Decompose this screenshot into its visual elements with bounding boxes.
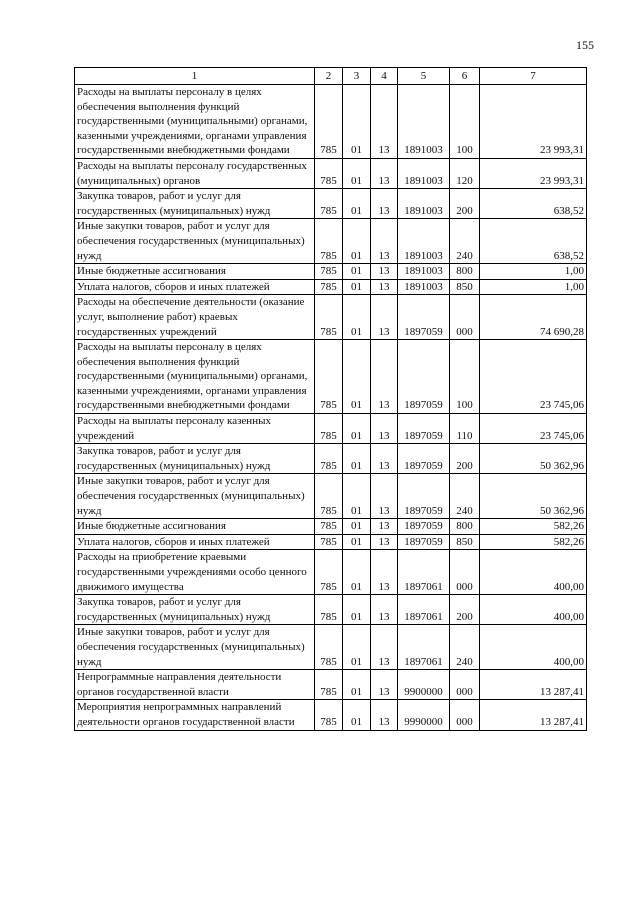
row-description: Расходы на приобретение краевыми государственными учреждениями особо ценного движимого имущества (75, 550, 315, 595)
row-ministry-code: 785 (315, 219, 343, 264)
row-description: Непрограммные направления деятельности органов государственной власти (75, 670, 315, 700)
table-row (75, 219, 587, 264)
header-cell: 1 (75, 68, 315, 85)
row-section-code: 01 (343, 595, 371, 625)
row-description: Иные закупки товаров, работ и услуг для обеспечения государственных (муниципальных) нужд (75, 625, 315, 670)
row-ministry-code: 785 (315, 444, 343, 474)
row-target-article: 1891003 (398, 219, 450, 264)
row-ministry-code: 785 (315, 189, 343, 219)
row-section-code: 01 (343, 85, 371, 159)
row-section-code: 01 (343, 340, 371, 414)
header-cell: 2 (315, 68, 343, 85)
row-expense-type: 000 (450, 295, 480, 340)
row-amount: 582,26 (480, 519, 587, 535)
row-description: Закупка товаров, работ и услуг для государственных (муниципальных) нужд (75, 189, 315, 219)
row-description: Закупка товаров, работ и услуг для государственных (муниципальных) нужд (75, 595, 315, 625)
row-subsection-code: 13 (371, 279, 398, 295)
row-description: Закупка товаров, работ и услуг для государственных (муниципальных) нужд (75, 444, 315, 474)
row-description: Мероприятия непрограммных направлений деятельности органов государственной власти (75, 700, 315, 730)
row-subsection-code: 13 (371, 595, 398, 625)
row-target-article: 1897059 (398, 534, 450, 550)
row-target-article: 9900000 (398, 670, 450, 700)
row-section-code: 01 (343, 550, 371, 595)
table-row (75, 625, 587, 670)
row-expense-type: 240 (450, 219, 480, 264)
row-expense-type: 000 (450, 700, 480, 730)
row-subsection-code: 13 (371, 264, 398, 280)
row-description: Расходы на выплаты персоналу в целях обеспечения выполнения функций государственными (муниципальными) органами, казенными учреждениями, органами управления государственными внебюджетными фондами (75, 85, 315, 159)
row-expense-type: 000 (450, 670, 480, 700)
table-row (75, 670, 587, 700)
header-cell: 7 (480, 68, 587, 85)
row-target-article: 1891003 (398, 189, 450, 219)
row-expense-type: 800 (450, 264, 480, 280)
row-section-code: 01 (343, 700, 371, 730)
row-target-article: 1897059 (398, 295, 450, 340)
table-row (75, 189, 587, 219)
row-description: Иные бюджетные ассигнования (75, 519, 315, 535)
row-expense-type: 200 (450, 189, 480, 219)
table-row (75, 295, 587, 340)
row-ministry-code: 785 (315, 625, 343, 670)
row-amount: 400,00 (480, 550, 587, 595)
row-target-article: 1891003 (398, 85, 450, 159)
table-header-row (75, 68, 587, 85)
row-ministry-code: 785 (315, 295, 343, 340)
row-ministry-code: 785 (315, 85, 343, 159)
row-section-code: 01 (343, 474, 371, 519)
row-amount: 1,00 (480, 279, 587, 295)
row-section-code: 01 (343, 625, 371, 670)
row-section-code: 01 (343, 219, 371, 264)
row-subsection-code: 13 (371, 625, 398, 670)
row-ministry-code: 785 (315, 474, 343, 519)
row-target-article: 1891003 (398, 279, 450, 295)
row-target-article: 1897059 (398, 519, 450, 535)
row-expense-type: 100 (450, 340, 480, 414)
table-row (75, 550, 587, 595)
row-expense-type: 200 (450, 595, 480, 625)
row-amount: 400,00 (480, 625, 587, 670)
row-expense-type: 000 (450, 550, 480, 595)
row-section-code: 01 (343, 414, 371, 444)
row-expense-type: 240 (450, 474, 480, 519)
row-amount: 13 287,41 (480, 670, 587, 700)
row-target-article: 1897061 (398, 550, 450, 595)
row-amount: 638,52 (480, 189, 587, 219)
page-number: 155 (576, 38, 594, 52)
row-target-article: 1891003 (398, 264, 450, 280)
row-amount: 23 993,31 (480, 158, 587, 188)
table-row (75, 474, 587, 519)
row-description: Уплата налогов, сборов и иных платежей (75, 279, 315, 295)
row-description: Иные закупки товаров, работ и услуг для обеспечения государственных (муниципальных) нужд (75, 474, 315, 519)
row-description: Расходы на выплаты персоналу государственных (муниципальных) органов (75, 158, 315, 188)
row-section-code: 01 (343, 279, 371, 295)
row-amount: 400,00 (480, 595, 587, 625)
table-row (75, 595, 587, 625)
row-target-article: 1897061 (398, 595, 450, 625)
budget-table (74, 67, 587, 731)
row-description: Иные закупки товаров, работ и услуг для обеспечения государственных (муниципальных) нужд (75, 219, 315, 264)
row-amount: 582,26 (480, 534, 587, 550)
row-amount: 50 362,96 (480, 474, 587, 519)
table-row (75, 158, 587, 188)
row-ministry-code: 785 (315, 595, 343, 625)
header-cell: 6 (450, 68, 480, 85)
row-ministry-code: 785 (315, 279, 343, 295)
row-subsection-code: 13 (371, 219, 398, 264)
row-section-code: 01 (343, 444, 371, 474)
table-row (75, 444, 587, 474)
row-ministry-code: 785 (315, 158, 343, 188)
table-row (75, 85, 587, 159)
row-expense-type: 110 (450, 414, 480, 444)
row-ministry-code: 785 (315, 340, 343, 414)
row-expense-type: 800 (450, 519, 480, 535)
row-section-code: 01 (343, 670, 371, 700)
row-subsection-code: 13 (371, 340, 398, 414)
row-amount: 23 993,31 (480, 85, 587, 159)
row-amount: 1,00 (480, 264, 587, 280)
row-ministry-code: 785 (315, 670, 343, 700)
row-target-article: 9990000 (398, 700, 450, 730)
row-target-article: 1897059 (398, 444, 450, 474)
row-description: Уплата налогов, сборов и иных платежей (75, 534, 315, 550)
row-description: Расходы на обеспечение деятельности (оказание услуг, выполнение работ) краевых государственных учреждений (75, 295, 315, 340)
row-ministry-code: 785 (315, 534, 343, 550)
row-subsection-code: 13 (371, 474, 398, 519)
row-section-code: 01 (343, 534, 371, 550)
row-section-code: 01 (343, 264, 371, 280)
row-expense-type: 850 (450, 279, 480, 295)
header-cell: 4 (371, 68, 398, 85)
row-ministry-code: 785 (315, 264, 343, 280)
header-cell: 5 (398, 68, 450, 85)
table-row (75, 264, 587, 280)
row-amount: 23 745,06 (480, 340, 587, 414)
row-expense-type: 100 (450, 85, 480, 159)
row-subsection-code: 13 (371, 189, 398, 219)
row-amount: 74 690,28 (480, 295, 587, 340)
row-subsection-code: 13 (371, 158, 398, 188)
row-description: Иные бюджетные ассигнования (75, 264, 315, 280)
row-target-article: 1897059 (398, 340, 450, 414)
row-subsection-code: 13 (371, 85, 398, 159)
table-row (75, 519, 587, 535)
row-target-article: 1897061 (398, 625, 450, 670)
row-section-code: 01 (343, 189, 371, 219)
table-row (75, 279, 587, 295)
table-row (75, 414, 587, 444)
row-amount: 638,52 (480, 219, 587, 264)
row-target-article: 1891003 (398, 158, 450, 188)
table-row (75, 534, 587, 550)
row-description: Расходы на выплаты персоналу в целях обеспечения выполнения функций государственными (муниципальными) органами, казенными учреждениями, органами управления государственными внебюджетными фондами (75, 340, 315, 414)
row-subsection-code: 13 (371, 295, 398, 340)
row-ministry-code: 785 (315, 519, 343, 535)
row-expense-type: 200 (450, 444, 480, 474)
row-expense-type: 120 (450, 158, 480, 188)
row-subsection-code: 13 (371, 444, 398, 474)
row-ministry-code: 785 (315, 550, 343, 595)
header-cell: 3 (343, 68, 371, 85)
row-section-code: 01 (343, 295, 371, 340)
row-ministry-code: 785 (315, 700, 343, 730)
row-subsection-code: 13 (371, 550, 398, 595)
row-target-article: 1897059 (398, 474, 450, 519)
row-section-code: 01 (343, 519, 371, 535)
row-section-code: 01 (343, 158, 371, 188)
row-target-article: 1897059 (398, 414, 450, 444)
row-expense-type: 850 (450, 534, 480, 550)
row-ministry-code: 785 (315, 414, 343, 444)
row-description: Расходы на выплаты персоналу казенных учреждений (75, 414, 315, 444)
table-row (75, 700, 587, 730)
row-subsection-code: 13 (371, 700, 398, 730)
row-subsection-code: 13 (371, 670, 398, 700)
row-subsection-code: 13 (371, 519, 398, 535)
row-amount: 50 362,96 (480, 444, 587, 474)
row-subsection-code: 13 (371, 534, 398, 550)
row-amount: 13 287,41 (480, 700, 587, 730)
row-expense-type: 240 (450, 625, 480, 670)
table-row (75, 340, 587, 414)
row-amount: 23 745,06 (480, 414, 587, 444)
row-subsection-code: 13 (371, 414, 398, 444)
